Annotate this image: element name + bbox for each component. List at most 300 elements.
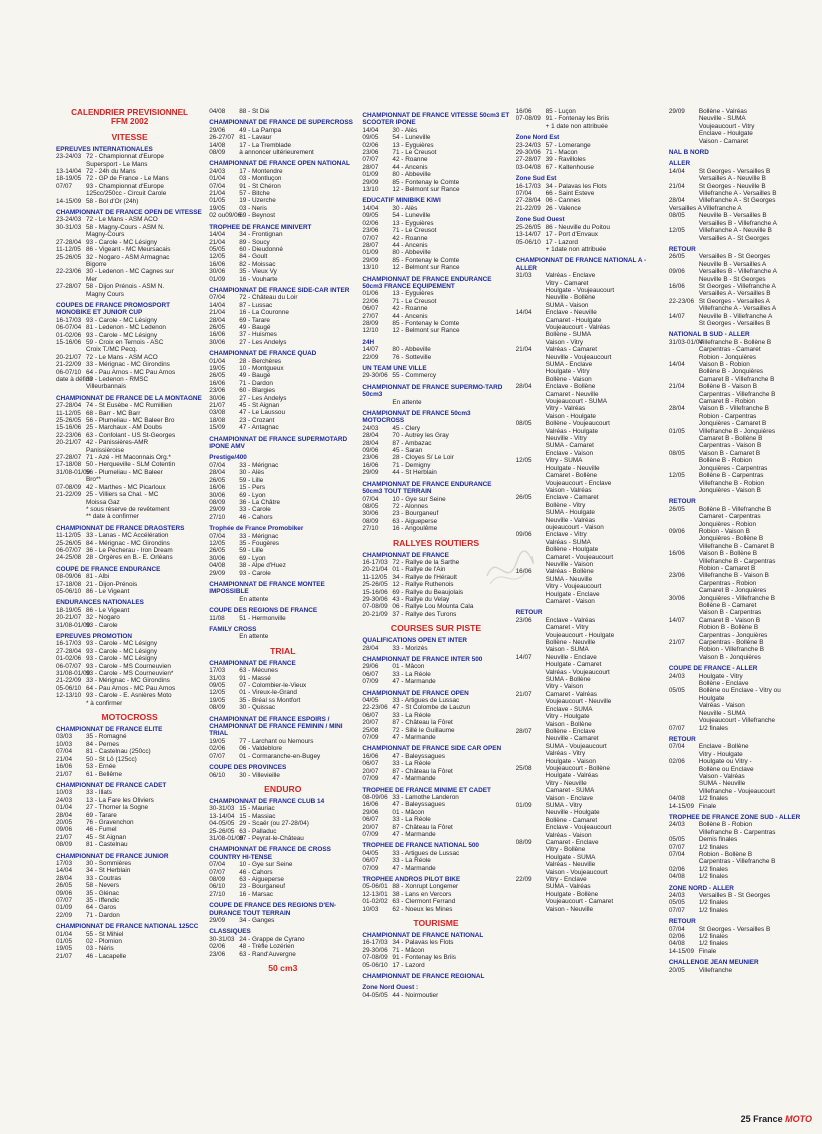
- calendar-entry: [669, 617, 816, 624]
- calendar-entry: [209, 149, 356, 156]
- calendar-entry: [669, 743, 816, 750]
- calendar-entry: [516, 339, 663, 346]
- entry-text: 72 - Sillé le Guillaume: [392, 726, 455, 734]
- entry-date: 30/06: [209, 268, 226, 276]
- entry-text: 33 - La Réole: [392, 857, 431, 865]
- entry-date: 16-17/03: [56, 316, 82, 324]
- calendar-entry: [362, 496, 509, 503]
- section-heading: CHAMPIONNAT DE FRANCE OPEN DE VITESSE: [56, 209, 202, 217]
- entry-date: 29/09: [668, 108, 685, 115]
- entry-date: 09/05: [362, 134, 379, 142]
- calendar-entry: [56, 670, 203, 677]
- entry-text: 93 - Carole: [86, 621, 118, 629]
- entry-date: 12/05: [515, 457, 532, 465]
- entry-text: Voujeaucourt - Camaret: [545, 898, 614, 906]
- entry-date: 29/09: [362, 256, 379, 264]
- entry-date: 21/07: [56, 770, 72, 778]
- entry-text: 24 - Grappe de Cyrano: [239, 935, 305, 943]
- entry-text: Villefranche A - Versailles B: [698, 190, 777, 198]
- entry-text: 12 - Rallye Ruthenois: [392, 581, 454, 589]
- calendar-entry: [362, 734, 509, 741]
- calendar-entry: [56, 685, 203, 692]
- entry-text: Valréas - SUMA: [545, 538, 591, 546]
- calendar-entry: [669, 227, 816, 234]
- entry-text: Vaison - Enclave: [545, 794, 594, 802]
- calendar-entry: [669, 175, 816, 182]
- entry-date: 19/05: [209, 365, 226, 372]
- entry-text: Vaison B - Jonquières: [698, 653, 761, 661]
- entry-text: St Georges - Versailles B: [698, 167, 771, 175]
- entry-text: 28 - Cloyes S/ Le Loir: [392, 454, 454, 462]
- calendar-entry: [516, 376, 663, 383]
- entry-date: 23-24/03: [56, 216, 82, 224]
- entry-date: 20-21/07: [56, 353, 82, 361]
- entry-date: 27/10: [209, 890, 226, 898]
- entry-text: Villefranche A - Versailles A: [698, 305, 777, 313]
- entry-text: 33 - La Réole: [392, 670, 431, 678]
- calendar-entry: [669, 130, 816, 137]
- calendar-entry: [362, 704, 509, 711]
- entry-date: 01/06: [362, 290, 379, 298]
- entry-text: Enclave - SUMA: [545, 705, 593, 713]
- entry-text: 1/2 finales: [698, 724, 728, 732]
- entry-text: Voujeaucourt - Valréas: [545, 323, 610, 331]
- calendar-entry: [56, 931, 203, 938]
- entry-text: 42 - Panissières-AMR: [86, 439, 149, 447]
- entry-text: Vitry - Vaison: [545, 683, 584, 691]
- entry-text: 17 - Port d'Envaux: [545, 231, 598, 239]
- entry-text: 87 - Peyrat-le-Château: [239, 834, 304, 842]
- calendar-entry: [516, 854, 663, 861]
- entry-text: 35 - Iffendic: [86, 897, 120, 904]
- entry-text: Jonquières - Camaret B: [698, 420, 767, 428]
- calendar-entry: [669, 383, 816, 390]
- calendar-entry: [669, 926, 816, 933]
- calendar-entry: [669, 298, 816, 305]
- calendar-entry: [669, 788, 816, 795]
- calendar-entry: [669, 212, 816, 219]
- calendar-entry: [362, 801, 509, 808]
- calendar-entry: [209, 142, 356, 149]
- calendar-entry: [669, 892, 816, 899]
- calendar-entry: [362, 712, 509, 719]
- entry-text: 93 - Carole - MC Lésigny: [86, 316, 158, 324]
- entry-date: 08/05: [668, 449, 685, 457]
- entry-text: 02 - Plomion: [86, 938, 122, 946]
- calendar-entry: [362, 816, 509, 823]
- calendar-entry: [362, 320, 509, 327]
- entry-text: Houlgate - Vitry: [698, 672, 743, 680]
- section-heading: RETOUR: [515, 609, 543, 617]
- calendar-entry: [669, 183, 816, 190]
- entry-text: 33 - Lamothe Landeron: [392, 793, 459, 801]
- entry-date: 26/05: [56, 882, 72, 890]
- section-heading: FAMILY CROSS: [209, 626, 257, 633]
- entry-date: 20/07: [362, 823, 379, 831]
- entry-text: Vitry - Bollène: [545, 846, 586, 854]
- column-1: [56, 108, 203, 1098]
- entry-text: - Villefranche A: [698, 204, 742, 212]
- entry-text: 63 - Confolant - US St-Georges: [86, 431, 176, 439]
- calendar-entry: [56, 461, 203, 468]
- calendar-entry: [56, 826, 203, 833]
- entry-date: 23/06: [362, 149, 379, 157]
- calendar-entry: [669, 442, 816, 449]
- entry-date: 24/03: [209, 167, 226, 175]
- section-heading: CHAMPIONNAT DE FRANCE NATIONAL A - ALLER: [515, 257, 647, 272]
- entry-text: Camaret - Vitry: [545, 624, 589, 632]
- entry-text: 55 - St Mihiel: [86, 930, 124, 938]
- entry-text: Valréas - Houlgate: [545, 427, 599, 435]
- calendar-entry: [516, 632, 663, 639]
- entry-date: 12-13/10: [56, 692, 82, 700]
- entry-date: 04/08: [668, 795, 685, 803]
- entry-text: St Georges - Versailles B: [698, 925, 771, 933]
- entry-text: Robion - Bollène B: [698, 851, 753, 858]
- calendar-entry: [362, 883, 509, 890]
- section-heading: ENDURANCES NATIONALES: [56, 599, 144, 607]
- entry-text: 71 - Demigny: [392, 461, 431, 469]
- entry-date: 06-07/07: [56, 662, 82, 670]
- calendar-entry: [669, 758, 816, 765]
- entry-date: 29/06: [209, 126, 226, 134]
- entry-text: 81 - Castelnau: [86, 841, 128, 849]
- entry-text: Neuville B - St Georges: [698, 275, 766, 283]
- calendar-entry: [56, 912, 203, 919]
- calendar-entry: [209, 331, 356, 338]
- calendar-entry: [669, 543, 816, 550]
- entry-text: 30 - Alès: [392, 204, 418, 212]
- column-2: [209, 108, 356, 1098]
- entry-date: 08-09/06: [362, 793, 388, 801]
- calendar-entry: [516, 391, 663, 398]
- entry-date: 28/04: [362, 644, 379, 652]
- entry-text: Vitry - Houlgate: [698, 750, 743, 758]
- entry-date: 13/10: [362, 264, 379, 272]
- section-heading: TROPHEE DE FRANCE NATIONAL 500: [362, 842, 479, 850]
- calendar-entry: [362, 425, 509, 432]
- entry-date: 08/09: [209, 875, 226, 883]
- entry-text: Vaison - Houlgate: [545, 412, 596, 420]
- calendar-entry: [516, 839, 663, 846]
- entry-text: 33 - Mérignac: [239, 532, 279, 540]
- entry-date: 24/03: [668, 821, 685, 829]
- calendar-entry: [516, 142, 663, 149]
- entry-text: 49 - Baugé: [239, 323, 271, 331]
- calendar-entry: [669, 632, 816, 639]
- entry-date: 29/09: [209, 569, 226, 577]
- entry-date: 30-31/03: [209, 805, 235, 813]
- entry-text: Voujeaucourt - Villefranche: [698, 717, 776, 725]
- entry-date: 07/07: [209, 868, 226, 876]
- calendar-entry: [516, 123, 663, 130]
- entry-text: 71 - Azé - Ht Maconnais Org.*: [86, 454, 171, 462]
- entry-text: 30 - Quissac: [239, 704, 276, 712]
- calendar-entry: [669, 290, 816, 297]
- entry-text: Carpentras - Villefranche B: [698, 390, 776, 398]
- entry-date: 13-14/04: [56, 168, 82, 176]
- entry-date: 21/04: [56, 755, 72, 763]
- calendar-entry: [56, 771, 203, 778]
- entry-date: 16/06: [209, 260, 226, 268]
- calendar-entry: [669, 695, 816, 702]
- entry-date: 20-21/04: [362, 566, 388, 574]
- calendar-entry: [669, 907, 816, 914]
- entry-date: 14/04: [209, 231, 226, 239]
- calendar-entry: [56, 332, 203, 339]
- entry-date: 12/10: [362, 327, 379, 335]
- calendar-entry: [516, 624, 663, 631]
- calendar-entry: [209, 190, 356, 197]
- calendar-entry: [516, 743, 663, 750]
- entry-date: 07/09: [362, 775, 379, 783]
- entry-date: 17/03: [209, 667, 226, 675]
- calendar-entry: [516, 817, 663, 824]
- entry-text: Bollène - Valréas: [698, 108, 748, 115]
- entry-text: 12 - Belmont sur Rance: [392, 327, 460, 335]
- entry-text: 34 - St Herblain: [86, 867, 131, 875]
- entry-date: 07/04: [362, 495, 379, 503]
- entry-text: 93 - Carole - MC Lésigny: [86, 640, 158, 648]
- calendar-entry: [362, 809, 509, 816]
- section-heading: CHAMPIONNAT DE FRANCE SIDE CAR OPEN: [362, 745, 502, 753]
- calendar-entry: [516, 272, 663, 279]
- calendar-entry: [669, 465, 816, 472]
- entry-date: 28/04: [209, 469, 226, 477]
- entry-text: 13 - Eyguières: [392, 290, 434, 298]
- entry-text: Camaret - Houlgate: [545, 316, 602, 324]
- entry-date: 30-31/03: [56, 223, 82, 231]
- calendar-entry: [516, 494, 663, 501]
- calendar-entry: [669, 197, 816, 204]
- entry-text: 59 - Croix en Ternois - ASC: [86, 338, 164, 346]
- entry-text: 49 - Baugé: [239, 372, 271, 380]
- entry-date: 29-30/06: [515, 149, 541, 157]
- calendar-entry: [669, 354, 816, 361]
- entry-date: 06/07: [362, 760, 379, 768]
- entry-date: 07-08/09: [515, 115, 541, 123]
- entry-text: Valréas - Vaison: [545, 831, 592, 839]
- calendar-entry: [669, 457, 816, 464]
- calendar-entry: [362, 775, 509, 782]
- calendar-entry: [516, 517, 663, 524]
- calendar-entry: [516, 809, 663, 816]
- entry-text: Neuville - Houlgate: [545, 809, 600, 817]
- calendar-entry: [56, 648, 203, 655]
- entry-text: 84 - Goult: [239, 253, 268, 261]
- calendar-entry: [669, 766, 816, 773]
- calendar-entry: [669, 205, 816, 212]
- entry-date: 16-17/03: [362, 939, 388, 947]
- entry-date: 29/06: [362, 663, 379, 671]
- section-heading: 50 cm3: [268, 963, 298, 974]
- calendar-entry: [56, 476, 203, 483]
- calendar-entry: [56, 354, 203, 361]
- entry-date: 28/04: [56, 874, 72, 882]
- entry-date: 03-04/08: [515, 163, 541, 171]
- entry-text: Camaret - Carpentras: [698, 513, 761, 521]
- calendar-entry: [516, 224, 663, 231]
- entry-text: Neuville - SUMA: [698, 709, 746, 717]
- entry-text: Vaison B - Camaret B: [698, 449, 761, 457]
- entry-date: 29/09: [362, 469, 379, 477]
- entry-text: 51 - Hermonville: [239, 614, 286, 622]
- entry-text: 77 - Larchant ou Nemours: [239, 737, 314, 745]
- entry-date: 23/06: [515, 616, 532, 624]
- entry-text: Bollène - SUMA: [545, 331, 592, 339]
- entry-date: 01/04: [56, 804, 72, 812]
- calendar-entry: [669, 108, 816, 115]
- calendar-entry: [56, 499, 203, 506]
- entry-date: 14/04: [362, 126, 379, 134]
- calendar-entry: [669, 780, 816, 787]
- entry-text: * sous réserve de revêtement: [86, 505, 170, 513]
- entry-date: 15/09: [209, 424, 226, 432]
- column-5: [669, 108, 816, 1098]
- entry-date: 17/03: [56, 859, 72, 867]
- calendar-entry: [56, 198, 203, 205]
- entry-text: 68 - Barr - MC Barr: [86, 409, 141, 417]
- entry-text: Bigorre: [86, 260, 107, 268]
- entry-text: 93 - Championnat d'Europe: [86, 182, 164, 190]
- entry-text: Houlgate - Camaret: [545, 661, 602, 669]
- calendar-entry: [362, 227, 509, 234]
- calendar-entry: [516, 832, 663, 839]
- entry-date: 14-15/09: [668, 947, 695, 955]
- entry-text: 69 - Rallye du Beaujolais: [392, 588, 464, 596]
- calendar-entry: [669, 535, 816, 542]
- section-heading: CHAMPIONNAT DE FRANCE DRAGSTERS: [56, 524, 185, 532]
- entry-text: Finale: [698, 947, 717, 955]
- entry-text: 17 - Montendre: [239, 167, 283, 175]
- entry-date: 26/05: [209, 323, 226, 331]
- entry-text: 33 - La Réole: [392, 711, 431, 719]
- entry-text: 49 - La Pampa: [239, 126, 282, 134]
- entry-date: 08/05: [362, 502, 379, 510]
- entry-text: 58 - Magny-Cours - ASM N.: [86, 223, 165, 231]
- entry-text: Houlgate - Voujeaucourt: [545, 286, 615, 294]
- entry-text: 33 - Artigues de Lussac: [392, 849, 460, 857]
- entry-text: Enclave - Vitry: [545, 531, 587, 539]
- calendar-entry: [362, 462, 509, 469]
- entry-text: 71 - Dardon: [86, 911, 120, 919]
- entry-date: 22-23/06: [56, 431, 82, 439]
- entry-text: 36 - Le Pecherau - Iron Dream: [86, 546, 173, 554]
- entry-date: 28/04: [515, 383, 532, 391]
- entry-text: 80 - Abbeville: [392, 171, 431, 179]
- entry-date: 28/07: [515, 727, 532, 735]
- entry-date: 24/03: [56, 796, 72, 804]
- entry-date: 14/04: [56, 867, 72, 875]
- calendar-entry: [669, 795, 816, 802]
- calendar-entry: [209, 183, 356, 190]
- entry-text: 10 - Gye sur Seine: [239, 861, 293, 869]
- calendar-entry: [669, 967, 816, 974]
- entry-text: 44 - Ancenis: [392, 312, 428, 320]
- calendar-entry: [209, 302, 356, 309]
- section-heading: CHAMPIONNAT DE FRANCE INTER 500: [362, 656, 483, 663]
- entry-date: 21-22/09: [515, 204, 541, 212]
- calendar-entry: [669, 480, 816, 487]
- entry-text: 93 - Carole - E. Asnières Moto: [86, 692, 172, 700]
- calendar-entry: [209, 499, 356, 506]
- calendar-entry: [516, 617, 663, 624]
- entry-date: 30/06: [209, 491, 226, 499]
- section-heading: Prestige/400: [209, 454, 247, 462]
- entry-text: 63 - Palladuc: [239, 827, 277, 835]
- entry-date: 31/08-01/09: [56, 621, 91, 629]
- calendar-entry: [209, 261, 356, 268]
- entry-text: Camaret - Neuville: [545, 390, 599, 398]
- entry-date: 23/06: [362, 227, 379, 235]
- entry-text: 89 - Soucy: [239, 238, 270, 246]
- entry-text: 63 - Clermont Ferrand: [392, 898, 456, 906]
- section-heading: EDUCATIF MINIBIKE KIWI: [362, 197, 441, 205]
- entry-text: Bollène B - Robion: [698, 821, 753, 829]
- entry-text: 76 - Sotteville: [392, 353, 432, 361]
- entry-date: 12/05: [668, 227, 685, 235]
- entry-date: 04/08: [668, 940, 685, 948]
- entry-date: 06-07/07: [56, 546, 82, 554]
- entry-text: 69 - Lyon: [239, 554, 266, 562]
- entry-text: 42 - Roanne: [392, 156, 428, 164]
- entry-text: 72 - Rallye de la Sarthe: [392, 558, 460, 566]
- entry-date: 14/08: [209, 141, 226, 149]
- entry-text: St Georges - Villefranche A: [698, 282, 776, 290]
- calendar-entry: [516, 669, 663, 676]
- calendar-entry: [516, 706, 663, 713]
- entry-date: 20/05: [668, 966, 685, 974]
- entry-text: Enclave - Houlgate: [698, 130, 753, 138]
- calendar-entry: [669, 138, 816, 145]
- entry-date: 08/09: [209, 149, 226, 157]
- calendar-entry: [209, 772, 356, 779]
- entry-text: Vaison B - Bollène B: [698, 550, 757, 558]
- entry-text: Houlgate - Neuville: [545, 464, 600, 472]
- entry-text: Houlgate - SUMA: [545, 853, 596, 861]
- calendar-entry: [362, 164, 509, 171]
- entry-text: Bollène - Neuville: [545, 639, 596, 647]
- entry-text: 1/2 finales: [698, 899, 728, 907]
- entry-text: Vitry - Enclave: [545, 876, 587, 884]
- entry-text: Magny-Cours: [86, 231, 125, 239]
- calendar-entry: [362, 372, 509, 379]
- calendar-entry: [516, 509, 663, 516]
- entry-text: SUMA - Voujeaucourt: [545, 742, 607, 750]
- calendar-entry: [516, 420, 663, 427]
- entry-text: 93 - Carole - MC Lésigny: [86, 647, 158, 655]
- entry-text: Bollène B - Camaret: [698, 602, 757, 609]
- entry-date: 08/09: [362, 517, 379, 525]
- entry-text: 10 - Gye sur Seine: [392, 495, 446, 503]
- entry-date: 14/04: [362, 204, 379, 212]
- section-heading: QUALIFICATIONS OPEN ET INTER: [362, 637, 468, 645]
- section-heading: CLASSIQUES: [209, 928, 251, 936]
- calendar-entry: [669, 654, 816, 661]
- entry-text: 34 - Palavas les Flots: [545, 182, 607, 190]
- entry-date: 07/07: [209, 752, 226, 760]
- entry-date: 17-18/08: [56, 580, 82, 588]
- entry-text: Bollène B - Carpentras: [698, 472, 764, 480]
- calendar-entry: [56, 588, 203, 595]
- calendar-entry: [209, 633, 356, 640]
- entry-date: 20-21/07: [56, 439, 82, 447]
- entry-date: 30/06: [209, 394, 226, 402]
- section-heading: TROPHEE DE FRANCE MINIME ET CADET: [362, 786, 491, 794]
- calendar-entry: [56, 834, 203, 841]
- entry-date: 07/04: [209, 294, 226, 302]
- entry-date: 07/04: [668, 851, 685, 858]
